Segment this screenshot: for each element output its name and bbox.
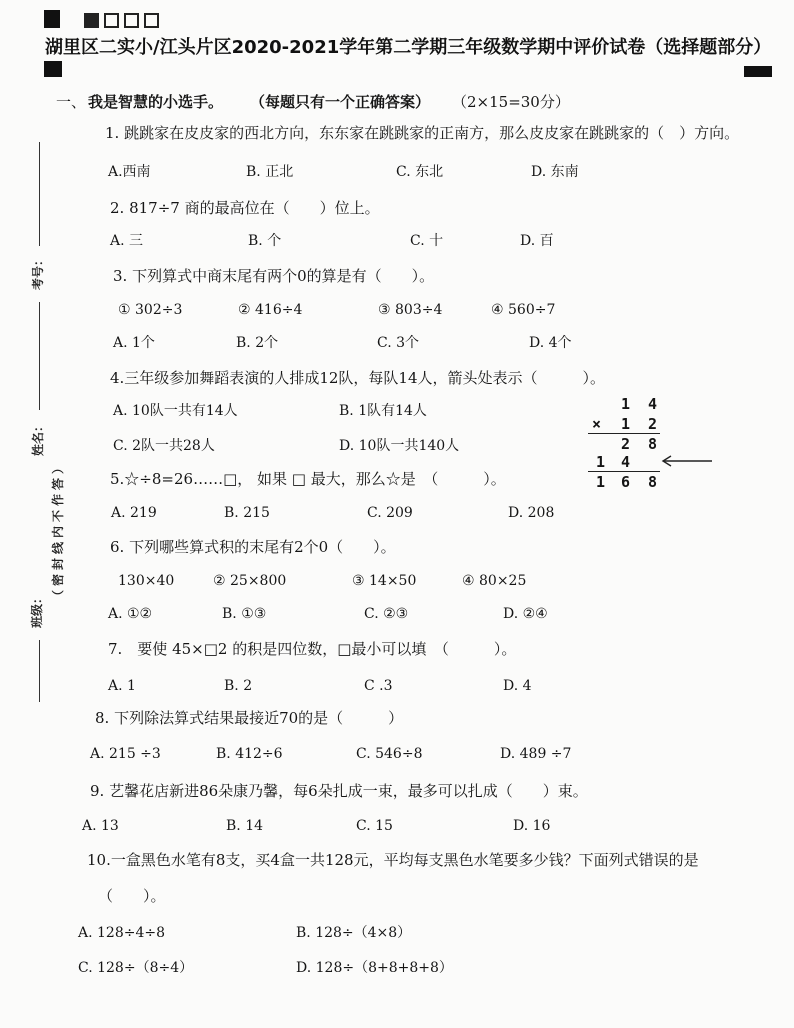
option-c: C. 546÷8 [356,746,423,762]
option-b: B. 2 [224,678,253,694]
calc-digit: 8 [648,473,658,491]
option-d: D. 10队一共140人 [339,438,460,454]
header-box-filled [84,13,99,28]
calc-digit: 1 [621,415,631,433]
option-a: A. 1个 [113,335,155,351]
seal-notice: （密封线内不作答） [51,458,65,603]
name-write-line [39,302,40,410]
option-c: C. 十 [410,233,444,249]
question-stem: 2. 817÷7 商的最高位在（ ）位上。 [110,199,380,217]
question-stem-continued: （ ）。 [98,887,166,905]
option-b: B. 412÷6 [216,746,283,762]
calc-digit: 2 [621,435,631,453]
calc-digit: 6 [621,473,631,491]
calc-digit: 4 [648,395,658,413]
exam-no-write-line [39,142,40,246]
option-c: C. 2队一共28人 [113,438,215,454]
option-a: A. 三 [110,233,144,249]
expression-item: ③ 803÷4 [378,302,443,318]
corner-mark [44,10,60,28]
calc-sign: × [592,415,602,433]
option-a: A. 13 [82,818,119,834]
option-d: D. 东南 [531,164,579,180]
expression-item: 130×40 [118,573,175,589]
question-stem: 3. 下列算式中商末尾有两个0的算是有（ ）。 [113,267,435,285]
option-b: B. 2个 [236,335,279,351]
header-box-empty [144,13,159,28]
option-b: B. ①③ [222,606,267,622]
calc-digit: 8 [648,435,658,453]
option-a: A. 128÷4÷8 [78,925,166,941]
option-d: D. 4个 [529,335,572,351]
option-c: C. 东北 [396,164,444,180]
exam-title: 湖里区二实小/江头片区2020-2021学年第二学期三年级数学期中评价试卷（选择题部分） [45,37,772,58]
binding-mark-left [44,61,62,77]
question-stem: 4.三年级参加舞蹈表演的人排成12队，每队14人，箭头处表示（ ）。 [110,369,605,387]
option-a: A.西南 [108,164,151,180]
option-b: B. 14 [226,818,264,834]
calc-rule [588,433,660,434]
option-c: C .3 [364,678,393,694]
option-d: D. 百 [520,233,554,249]
option-a: A. 1 [108,678,136,694]
option-c: C. 128÷（8÷4） [78,960,194,976]
section-number: 一、 [56,93,87,111]
question-stem: 6. 下列哪些算式积的末尾有2个0（ ）。 [110,538,396,556]
section-score: （2×15=30分） [452,93,570,111]
option-b: B. 215 [224,505,270,521]
calc-digit: 1 [596,453,606,471]
class-write-line [39,640,40,702]
question-stem: 5.☆÷8=26……□， 如果 □ 最大，那么☆是 （ ）。 [110,470,506,488]
question-stem: 9. 艺馨花店新进86朵康乃馨，每6朵扎成一束，最多可以扎成（ ）束。 [90,782,588,800]
class-label: 班级： [30,592,44,629]
expression-item: ① 302÷3 [118,302,183,318]
option-d: D. 4 [503,678,532,694]
expression-item: ④ 560÷7 [491,302,556,318]
exam-no-label: 考号： [31,254,45,291]
binding-mark-right [744,66,772,77]
section-note: （每题只有一个正确答案） [250,93,431,111]
option-a: A. ①② [108,606,153,622]
option-d: D. 128÷（8+8+8+8） [296,960,453,976]
option-b: B. 1队有14人 [339,403,427,419]
option-b: B. 个 [248,233,282,249]
option-c: C. 209 [367,505,413,521]
calc-digit: 2 [648,415,658,433]
option-c: C. 3个 [377,335,420,351]
header-box-empty [124,13,139,28]
option-c: C. 15 [356,818,393,834]
option-c: C. ②③ [364,606,409,622]
calc-digit: 1 [621,395,631,413]
header-box-empty [104,13,119,28]
expression-item: ④ 80×25 [462,573,527,589]
question-stem: 7. 要使 45×□2 的积是四位数，□最小可以填 （ ）。 [108,640,517,658]
calc-digit: 1 [596,473,606,491]
option-b: B. 正北 [246,164,294,180]
option-a: A. 10队一共有14人 [113,403,238,419]
vertical-multiplication [588,396,668,492]
calc-rule [588,471,660,472]
option-d: D. 489 ÷7 [500,746,572,762]
option-d: D. 16 [513,818,551,834]
option-a: A. 219 [111,505,157,521]
calc-digit: 4 [621,453,631,471]
option-d: D. ②④ [503,606,548,622]
option-a: A. 215 ÷3 [90,746,161,762]
option-b: B. 128÷（4×8） [296,925,412,941]
expression-item: ② 25×800 [213,573,287,589]
section-title: 我是智慧的小选手。 [88,93,224,111]
name-label: 姓名： [31,420,45,457]
question-stem: 10.一盒黑色水笔有8支，买4盒一共128元，平均每支黑色水笔要多少钱？下面列式错误的是 [87,851,699,869]
expression-item: ② 416÷4 [238,302,303,318]
question-stem: 1. 跳跳家在皮皮家的西北方向，东东家在跳跳家的正南方，那么皮皮家在跳跳家的（ ）方向。 [105,124,740,142]
option-d: D. 208 [508,505,555,521]
arrow-icon [660,453,714,469]
expression-item: ③ 14×50 [352,573,417,589]
question-stem: 8. 下列除法算式结果最接近70的是（ ） [95,709,404,727]
